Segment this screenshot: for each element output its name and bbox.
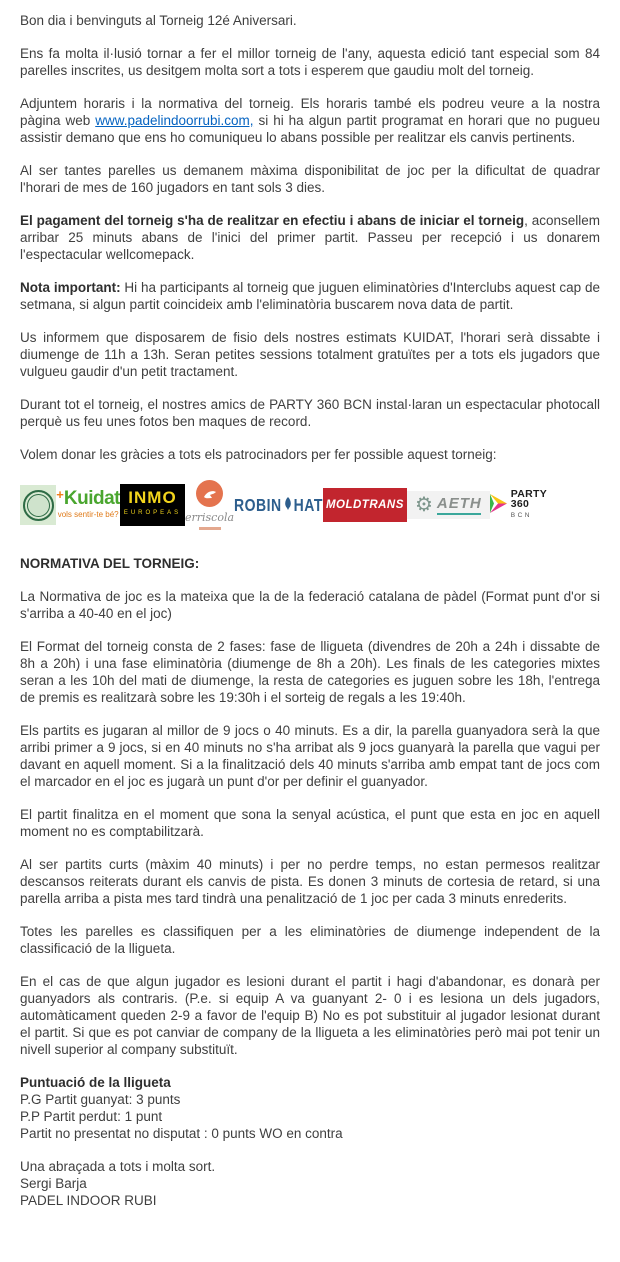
erriscola-label: erriscola	[184, 511, 235, 524]
scoring-line-wo: Partit no presentat no disputat : 0 punts WO en contra	[20, 1126, 343, 1141]
party-wordmark	[511, 489, 565, 521]
moldtrans-label: MOLDTRANS	[325, 498, 404, 511]
schedule-text-before-link: Adjuntem horaris i la normativa del torneig. Els horaris també els podreu veure a la nostra pàgina web	[20, 96, 600, 128]
scoring-heading: Puntuació de la lligueta	[20, 1075, 171, 1090]
normativa-paragraph-classification: Totes les parelles es classifiquen per a les eliminatòries de diumenge independent de la classificació de la lligueta.	[20, 924, 600, 956]
normativa-heading: NORMATIVA DEL TORNEIG:	[20, 556, 200, 571]
party-sublabel: BCN	[510, 512, 532, 519]
feather-icon	[284, 497, 292, 514]
payment-normal-text: , aconsellem arribar 25 minuts abans de l'inici del primer partit. Passeu per recepció i us donarem l'espectacular wellcomepack.	[20, 213, 600, 262]
sponsor-logo-party-360	[490, 489, 565, 521]
gear-icon: ⚙	[414, 494, 433, 516]
sponsor-logo-erriscola	[185, 480, 234, 530]
aeth-label: AETH	[436, 494, 482, 512]
play-triangle-icon	[490, 494, 507, 517]
normativa-paragraph-format: El Format del torneig consta de 2 fases: fase de lligueta (divendres de 20h a 24h i dissabte de 8h a 20h) i una fase eliminatòria (diumenge de 8h a 20h). Les finals de les categories mixtes seran a les 10h del mati de diumenge, la resta de categories es juguen sobre les 18h, l'entrega de premis es realitzarà sobre les 19:30h i el sorteig de regals a les 19:40h.	[20, 639, 600, 705]
normativa-paragraph-federation: La Normativa de joc es la mateixa que la de la federació catalana de pàdel (Format punt d'or si s'arriba a 40-40 en el joc)	[20, 589, 600, 621]
sponsor-logo-aeth	[407, 491, 490, 519]
kuidat-plus-icon: +	[56, 487, 64, 502]
sponsor-logo-kuidat	[56, 489, 120, 521]
sponsor-logo-robin-hat	[234, 494, 323, 515]
kuidat-label: Kuidat	[63, 488, 120, 509]
fisio-paragraph: Us informem que disposarem de fisio dels nostres estimats KUIDAT, l'horari serà dissabte i diumenge de 11h a 13h. Seran petites sessions totalment gratuïtes per a tots els jugadors que vulgueu gaudir d'un petit tractament.	[20, 330, 600, 379]
scoring-line-won: P.G Partit guanyat: 3 punts	[20, 1092, 181, 1107]
party-label: PARTY 360	[510, 488, 547, 510]
closing-block	[20, 1158, 600, 1209]
normativa-paragraph-delays: Al ser partits curts (màxim 40 minuts) i per no perdre temps, no estan permesos realitzar descansos reiterats durant els canvis de pista. Es donen 3 minuts de cortesia de retard, si una parella arriba a pista mes tard tindrà una penalització de 1 joc per cada 3 minuts enrederits.	[20, 857, 600, 906]
closing-signature-name: Sergi Barja	[20, 1176, 87, 1191]
sponsor-logo-club-badge	[20, 485, 56, 525]
aeth-underline	[437, 513, 481, 515]
payment-bold-text: El pagament del torneig s'ha de realitzar en efectiu i abans de iniciar el torneig	[20, 213, 525, 228]
sponsors-intro-paragraph: Volem donar les gràcies a tots els patrocinadors per fer possible aquest torneig:	[20, 447, 497, 462]
inmo-label: INMO	[128, 487, 177, 507]
scoring-block	[20, 1074, 600, 1142]
aeth-wordmark	[437, 496, 482, 515]
note-text: Hi ha participants al torneig que juguen eliminatòries d'Interclubs aquest cap de setmana, si algun partit coincideix amb l'eliminatòria buscarem nova data de partit.	[20, 280, 600, 312]
erriscola-underline	[199, 527, 221, 530]
note-label: Nota important:	[20, 280, 121, 295]
payment-paragraph	[20, 212, 600, 263]
normativa-paragraph-signal: El partit finalitza en el moment que sona la senyal acústica, el punt que esta en joc en aquell moment no es comptabilitzarà.	[20, 807, 600, 839]
sponsors-row	[20, 479, 565, 531]
availability-paragraph: Al ser tantes parelles us demanem màxima disponibilitat de joc per la dificultat de quadrar l'horari de mes de 160 jugadors en tant sols 3 dies.	[20, 163, 600, 195]
scoring-line-lost: P.P Partit perdut: 1 punt	[20, 1109, 163, 1124]
note-paragraph	[20, 279, 600, 313]
normativa-paragraph-matches: Els partits es jugaran al millor de 9 jocs o 40 minuts. Es a dir, la parella guanyadora serà la que arribi primer a 9 jocs, si en 40 minuts no s'ha arribat als 9 jocs guanyarà la parella que vagui per davant en aquell moment. Si a la finalització dels 40 minuts s'arriba amb empat tant de jocs com el marcador en el joc es jugarà un punt d'or per definir el guanyador.	[20, 723, 600, 789]
sponsor-logo-moldtrans	[323, 488, 407, 522]
normativa-paragraph-injuries: En el cas de que algun jugador es lesioni durant el partit i hagi d'abandonar, es donarà per guanyadors als contraris. (P.e. si equip A va guanyant 2- 0 i es lesiona un dels jugadors, automàticament queden 2-9 a favor de l'equip B) No es pot substituir al jugador lesionat durant el partit. Si que es pot canviar de company de la lligueta a les eliminatòries però mai pot tenir un nivell superior al company substituït.	[20, 974, 600, 1057]
schedule-text-after-link: si hi ha algun partit programat en horari que no pugueu assistir demano que ens ho comuniqueu lo abans possible per realitzar els canvis pertinents.	[20, 113, 600, 145]
kuidat-tagline: vols sentir-te bé?	[57, 510, 119, 519]
kuidat-wordmark	[56, 487, 120, 509]
inmo-sublabel: EUROPEAS	[123, 509, 182, 516]
website-link[interactable]: www.padelindoorrubi.com,	[95, 113, 254, 128]
closing-farewell: Una abraçada a tots i molta sort.	[20, 1159, 216, 1174]
intro-paragraph: Ens fa molta il·lusió tornar a fer el millor torneig de l'any, aquesta edició tant especial som 84 parelles inscrites, us desitgem molta sort a tots i esperem que gaudiu molt del torneig.	[20, 46, 600, 78]
club-stamp-icon	[23, 490, 54, 521]
closing-signature-club: PADEL INDOOR RUBI	[20, 1193, 157, 1208]
greeting-paragraph: Bon dia i benvinguts al Torneig 12é Aniversari.	[20, 13, 297, 28]
schedule-paragraph	[20, 95, 600, 146]
robin-label: ROBIN	[234, 494, 282, 515]
sponsor-logo-inmo-europeas	[120, 484, 185, 526]
hat-label: HAT	[293, 494, 323, 515]
bird-icon	[196, 480, 223, 507]
photocall-paragraph: Durant tot el torneig, el nostres amics de PARTY 360 BCN instal·laran un espectacular photocall perquè us feu unes fotos ben maques de record.	[20, 397, 600, 429]
